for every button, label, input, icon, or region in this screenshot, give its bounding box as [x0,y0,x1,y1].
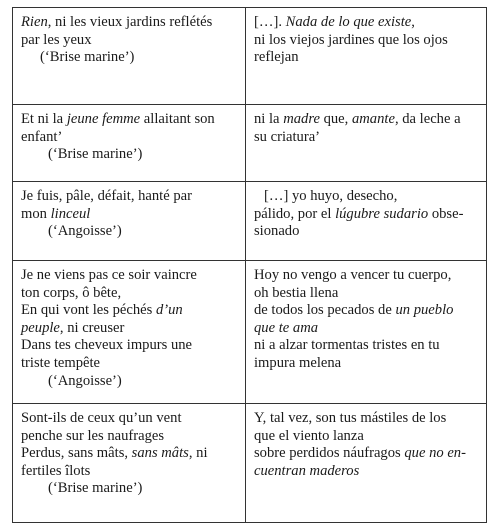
plain-text: de todos los pecados de [254,302,396,319]
text-line: Je fuis, pâle, défait, hanté par [21,188,192,204]
italic-text: jeune femme [66,111,141,127]
text-line: Sont-ils de ceux qu’un vent [21,410,182,426]
french-cell [13,8,246,105]
text-line: oh bestia llena [254,284,339,301]
text-line [254,14,478,32]
plain-text: obse- [428,205,464,222]
plain-text: Et ni la [21,111,67,127]
text-line: enfant’ [21,128,63,145]
source-citation: (‘Angoisse’) [48,372,122,389]
text-line [21,111,237,129]
text-line: que el viento lanza [254,427,364,444]
italic-text: d’un [155,302,183,319]
table-row [13,182,487,261]
text-line: Je ne viens pas ce soir vaincre [21,267,197,283]
plain-text: […]. [254,14,286,30]
italic-text: peuple [21,319,60,336]
plain-text: allaitant son [140,111,215,127]
text-line [21,302,237,320]
text-line: sionado [254,223,300,240]
text-line [254,463,478,481]
text-line [254,111,478,129]
spanish-cell [246,261,487,404]
table-row [13,404,487,523]
text-line: fertiles îlots [21,462,91,479]
table-row [13,8,487,105]
french-cell [13,105,246,182]
source-citation: (‘Angoisse’) [48,223,122,240]
plain-text: ni la [254,111,284,127]
text-line: ton corps, ô bête, [21,284,122,301]
text-line: Dans tes cheveux impurs une [21,337,193,354]
text-line [254,320,478,338]
italic-text: amante [351,111,395,127]
italic-text: Nada de lo que existe [285,14,412,30]
text-line: penche sur les naufrages [21,427,165,444]
plain-text: sobre perdidos náufragos [254,445,405,462]
french-cell [13,182,246,261]
plain-text: , ni [188,445,208,462]
text-line: Hoy no vengo a vencer tu cuerpo, [254,267,452,283]
plain-text: , ni les vieux jardins reflétés [47,14,213,30]
text-line [21,206,237,224]
plain-text: Perdus, sans mâts, [21,445,132,462]
text-line [254,206,478,224]
table-row [13,261,487,404]
text-line: su criatura’ [254,128,321,145]
french-cell [13,404,246,523]
text-line [21,14,237,32]
text-line [254,445,478,463]
italic-text: Rien [21,14,48,30]
text-line [21,320,237,338]
italic-text: que te ama [254,319,319,336]
plain-text: mon [21,205,51,222]
italic-text: madre [283,111,320,127]
italic-text: un pueblo [395,302,454,319]
plain-text: pálido, por el [254,205,336,222]
text-line [254,302,478,320]
italic-text: cuentran maderos [254,462,360,479]
text-line: […] yo huyo, desecho, [264,188,398,204]
plain-text: que, [319,111,352,127]
spanish-cell [246,182,487,261]
text-line: ni a alzar tormentas tristes en tu [254,337,440,354]
spanish-cell [246,404,487,523]
spanish-cell [246,105,487,182]
text-line: impura melena [254,354,342,371]
french-cell [13,261,246,404]
source-citation: (‘Brise marine’) [48,146,143,163]
spanish-cell [246,8,487,105]
italic-text: sans mâts [131,445,189,462]
text-line: ni los viejos jardines que los ojos [254,31,448,48]
text-line: Y, tal vez, son tus mástiles de los [254,410,447,426]
italic-text: que no en- [404,445,466,462]
plain-text: , ni creuser [59,319,125,336]
source-citation: (‘Brise marine’) [48,480,143,497]
plain-text: En qui vont les péchés [21,302,156,319]
source-citation: (‘Brise marine’) [40,49,135,66]
italic-text: lúgubre sudario [335,205,429,222]
bilingual-comparison-table [12,7,487,523]
text-line: triste tempête [21,354,101,371]
plain-text: , [411,14,415,30]
plain-text: , da leche a [394,111,461,127]
table-row [13,105,487,182]
text-line [21,445,237,463]
italic-text: linceul [50,205,91,222]
text-line: par les yeux [21,31,92,48]
text-line: reflejan [254,49,299,66]
